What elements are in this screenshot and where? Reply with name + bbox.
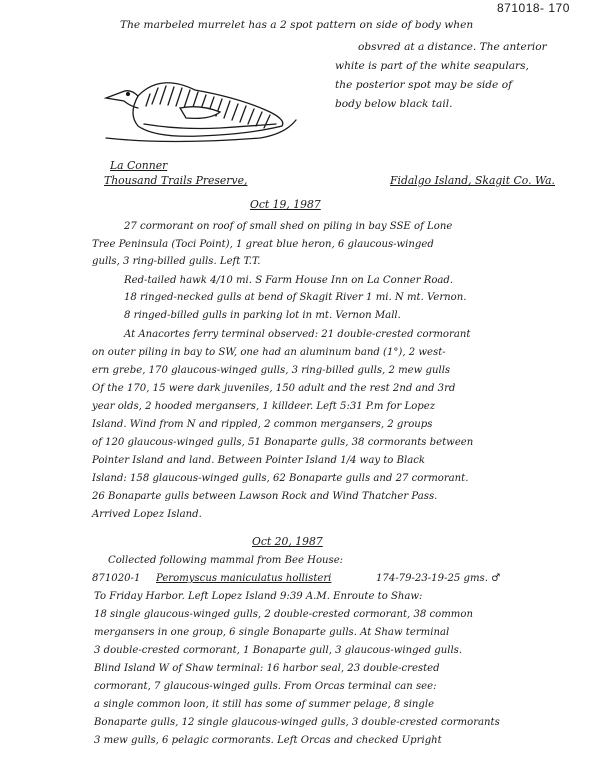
note-line: The marbeled murrelet has a 2 spot pattern on side of body when — [120, 19, 474, 31]
entry-line: on outer piling in bay to SW, one had an aluminum band (1°), 2 west- — [92, 347, 446, 358]
catalog-number: 871018- 170 — [497, 1, 570, 15]
entry-line: 3 double-crested cormorant, 1 Bonaparte gull, 3 glaucous-winged gulls. — [94, 645, 463, 656]
entry-line: Of the 170, 15 were dark juveniles, 150 adult and the rest 2nd and 3rd — [92, 383, 456, 394]
entry-line: Island: 158 glaucous-winged gulls, 62 Bonaparte gulls and 27 cormorant. — [92, 473, 469, 484]
entry-line: To Friday Harbor. Left Lopez Island 9:39 A.M. Enroute to Shaw: — [94, 591, 423, 602]
entry-line: Bonaparte gulls, 12 single glaucous-winged gulls, 3 double-crested cormorants — [94, 717, 500, 728]
entry-line: Pointer Island and land. Between Pointer Island 1/4 way to Black — [92, 455, 426, 466]
entry-line: ern grebe, 170 glaucous-winged gulls, 3 ring-billed gulls, 2 mew gulls — [92, 365, 451, 376]
entry-date: Oct 20, 1987 — [252, 535, 323, 548]
entry-line: mergansers in one group, 6 single Bonaparte gulls. At Shaw terminal — [94, 627, 450, 638]
entry-line: Tree Peninsula (Toci Point), 1 great blue heron, 6 glaucous-winged — [92, 239, 434, 250]
place-name: Thousand Trails Preserve, — [104, 174, 248, 187]
entry-line: a single common loon, it still has some of summer pelage, 8 single — [94, 699, 435, 710]
murrelet-sketch — [100, 68, 300, 150]
note-line: body below black tail. — [335, 98, 453, 110]
place-top: La Conner — [110, 159, 168, 172]
entry-line: Blind Island W of Shaw terminal: 16 harbor seal, 23 double-crested — [94, 663, 440, 674]
entry-line: Red-tailed hawk 4/10 mi. S Farm House Inn on La Conner Road. — [124, 275, 454, 286]
entry-line: Arrived Lopez Island. — [92, 509, 202, 520]
specimen-number: 871020-1 — [92, 573, 141, 584]
collected-line: Collected following mammal from Bee House: — [108, 555, 344, 566]
entry-line: At Anacortes ferry terminal observed: 21 double-crested cormorant — [124, 329, 471, 340]
note-line: the posterior spot may be side of — [335, 79, 512, 91]
note-line: white is part of the white seapulars, — [335, 60, 529, 72]
entry-line: 26 Bonaparte gulls between Lawson Rock and Wind Thatcher Pass. — [92, 491, 438, 502]
specimen-name: Peromyscus maniculatus hollisteri — [156, 573, 332, 584]
entry-line: 8 ringed-billed gulls in parking lot in mt. Vernon Mall. — [124, 310, 401, 321]
entry-line: gulls, 3 ring-billed gulls. Left T.T. — [92, 256, 261, 267]
entry-line: of 120 glaucous-winged gulls, 51 Bonaparte gulls, 38 cormorants between — [92, 437, 474, 448]
entry-line: 18 ringed-necked gulls at bend of Skagit River 1 mi. N mt. Vernon. — [124, 292, 467, 303]
specimen-measure: 174-79-23-19-25 gms. ♂ — [376, 573, 501, 584]
entry-line: year olds, 2 hooded mergansers, 1 killdeer. Left 5:31 P.m for Lopez — [92, 401, 436, 412]
note-line: obsvred at a distance. The anterior — [358, 41, 547, 53]
entry-line: 18 single glaucous-winged gulls, 2 double-crested cormorant, 38 common — [94, 609, 473, 620]
entry-line: 3 mew gulls, 6 pelagic cormorants. Left Orcas and checked Upright — [94, 735, 442, 746]
entry-date: Oct 19, 1987 — [250, 198, 321, 211]
entry-line: cormorant, 7 glaucous-winged gulls. From Orcas terminal can see: — [94, 681, 437, 692]
location: Fidalgo Island, Skagit Co. Wa. — [390, 174, 555, 187]
entry-line: Island. Wind from N and rippled, 2 common mergansers, 2 groups — [92, 419, 433, 430]
entry-line: 27 cormorant on roof of small shed on piling in bay SSE of Lone — [124, 221, 453, 232]
